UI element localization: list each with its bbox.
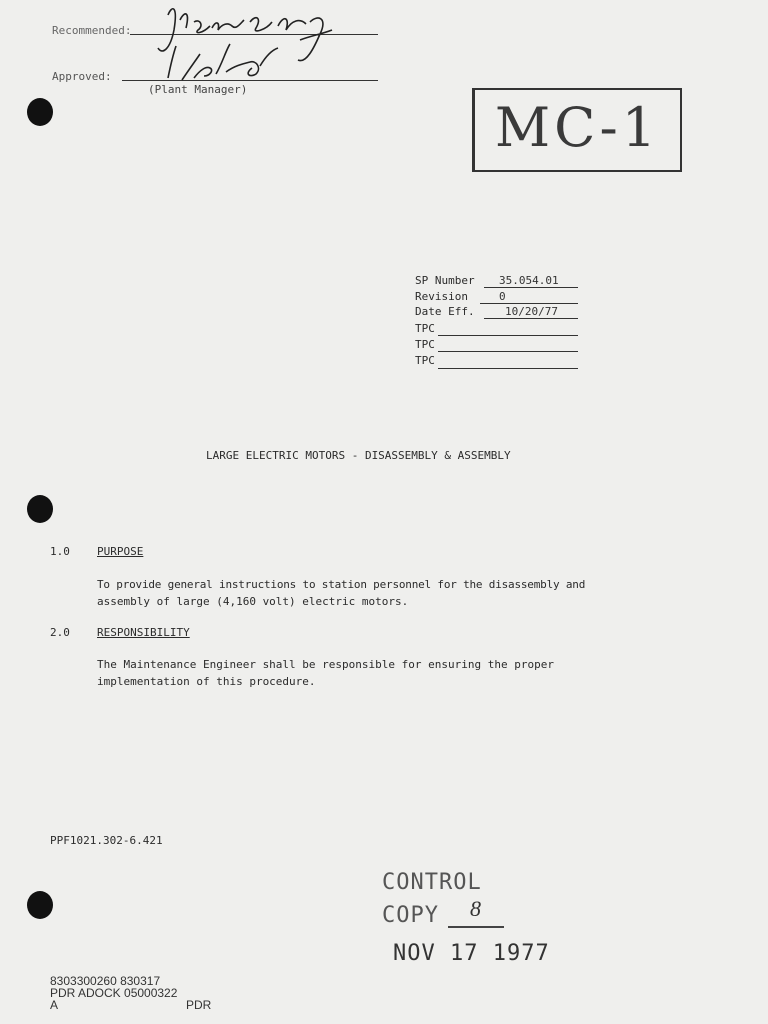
sp-number-row <box>415 274 559 287</box>
control-stamp-line1: CONTROL <box>382 870 482 895</box>
approver-title: (Plant Manager) <box>148 83 248 96</box>
sp-number-value: 35.054.01 <box>499 274 559 287</box>
footer-block <box>50 975 220 1011</box>
tpc-line-3 <box>438 368 578 369</box>
punch-hole-top <box>27 98 53 126</box>
punch-hole-middle <box>27 495 53 523</box>
document-title: LARGE ELECTRIC MOTORS - DISASSEMBLY & ASSEMBLY <box>206 449 511 462</box>
section-1-number: 1.0 <box>50 545 70 558</box>
section-1-text-line-1: To provide general instructions to station personnel for the disassembly and <box>97 578 586 591</box>
sp-number-line <box>484 287 578 288</box>
footer-line-2: PDR ADOCK 05000322 <box>50 986 178 1000</box>
section-2-text-line-2: implementation of this procedure. <box>97 675 316 688</box>
footer-line-1: 8303300260 830317 <box>50 974 161 988</box>
section-1-heading: PURPOSE <box>97 545 144 558</box>
tpc-row-3: TPC <box>415 354 435 367</box>
tpc-line-1 <box>438 335 578 336</box>
tpc-row-2: TPC <box>415 338 435 351</box>
recommended-label: Recommended: <box>52 24 132 37</box>
revision-label: Revision <box>415 290 468 303</box>
control-copy-label: COPY <box>382 903 439 928</box>
mc-stamp-text: MC-1 <box>494 96 661 159</box>
section-2-heading: RESPONSIBILITY <box>97 626 190 639</box>
date-eff-label: Date Eff. <box>415 305 475 318</box>
date-eff-value: 10/20/77 <box>505 305 558 318</box>
date-eff-line <box>484 318 578 319</box>
section-1-text-line-2: assembly of large (4,160 volt) electric motors. <box>97 595 409 608</box>
form-number: PPF1021.302-6.421 <box>50 834 163 847</box>
revision-line <box>480 303 578 304</box>
punch-hole-bottom <box>27 891 53 919</box>
approved-label: Approved: <box>52 70 112 83</box>
tpc-row-1: TPC <box>415 322 435 335</box>
revision-row <box>415 290 506 303</box>
control-copy-line <box>448 926 504 928</box>
footer-line-3-left: A <box>50 998 59 1012</box>
footer-line-3 <box>50 999 220 1011</box>
mc-stamp <box>472 88 682 172</box>
footer-line-3-right: PDR <box>186 998 212 1012</box>
section-2-number: 2.0 <box>50 626 70 639</box>
control-stamp-date: NOV 17 1977 <box>393 941 550 966</box>
approved-signature <box>160 38 290 88</box>
date-eff-row <box>415 305 558 318</box>
section-2-text-line-1: The Maintenance Engineer shall be responsible for ensuring the proper <box>97 658 554 671</box>
sp-number-label: SP Number <box>415 274 475 287</box>
revision-value: 0 <box>499 290 506 303</box>
control-copy-number: 8 <box>470 896 481 921</box>
tpc-line-2 <box>438 351 578 352</box>
